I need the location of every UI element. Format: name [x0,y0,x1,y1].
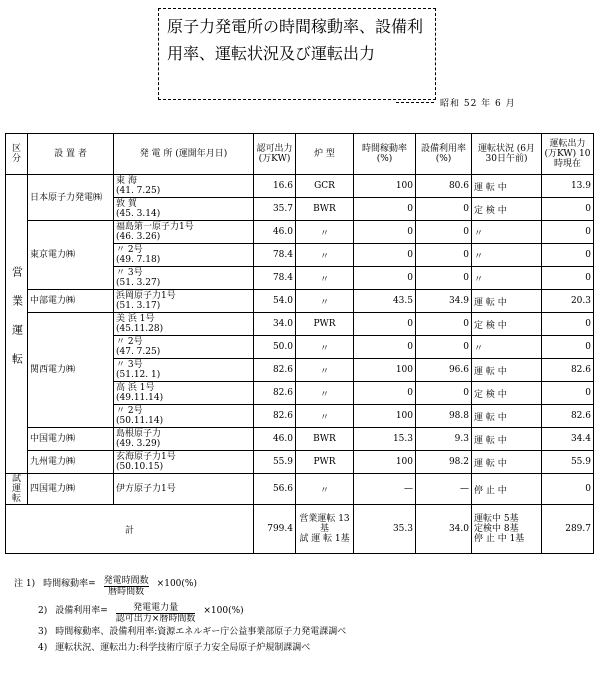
status-cell: 運 転 中 [472,405,542,428]
capacity-cell: 56.6 [254,474,296,505]
table-row [6,313,594,336]
time-rate-cell: 15.3 [354,428,416,451]
reactor-cell: 〃 [296,267,354,290]
status-cell: 定 検 中 [472,313,542,336]
output-cell: 0 [542,244,594,267]
status-cell: 停 止 中 [472,474,542,505]
status-cell: 〃 [472,336,542,359]
reactor-cell: GCR [296,175,354,198]
note-1-numerator: 発電時間数 [103,576,149,586]
table-row [6,175,594,198]
plant-cell: 〃 2号 (47. 7.25) [114,336,254,359]
header-plant: 発 電 所 (運開年月日) [114,134,254,175]
company-cell: 日本原子力発電㈱ [28,175,114,221]
company-cell: 中国電力㈱ [28,428,114,451]
data-table [5,133,594,554]
company-cell: 九州電力㈱ [28,451,114,474]
util-rate-cell: — [416,474,472,505]
total-row [6,505,594,554]
time-rate-cell: 100 [354,359,416,382]
note-2-text: 設備利用率= [55,606,108,616]
util-rate-cell: 0 [416,313,472,336]
note-1 [14,576,346,597]
reactor-cell: BWR [296,198,354,221]
header-util-rate: 設備利用率 (%) [416,134,472,175]
header-company: 設 置 者 [28,134,114,175]
output-cell: 13.9 [542,175,594,198]
status-cell: 定 検 中 [472,382,542,405]
time-rate-cell: 0 [354,313,416,336]
plant-cell: 玄海原子力1号 (50.10.15) [114,451,254,474]
note-3-label: 3) [38,627,48,637]
util-rate-cell: 0 [416,221,472,244]
status-cell: 〃 [472,244,542,267]
output-cell: 82.6 [542,405,594,428]
capacity-cell: 46.0 [254,428,296,451]
status-cell: 運 転 中 [472,428,542,451]
plant-cell: 美 浜 1号 (45.11.28) [114,313,254,336]
status-cell: 運 転 中 [472,290,542,313]
total-time-rate: 35.3 [354,505,416,554]
time-rate-cell: 0 [354,221,416,244]
output-cell: 0 [542,382,594,405]
time-rate-cell: 0 [354,198,416,221]
note-2-numerator: 発電電力量 [116,603,196,614]
capacity-cell: 78.4 [254,267,296,290]
status-cell: 〃 [472,221,542,244]
table-row [6,428,594,451]
output-cell: 55.9 [542,451,594,474]
capacity-cell: 34.0 [254,313,296,336]
total-status: 運転中 5基 定検中 8基 停 止 中 1基 [472,505,542,554]
status-cell: 運 転 中 [472,359,542,382]
header-time-rate: 時間稼動率 (%) [354,134,416,175]
output-cell: 34.4 [542,428,594,451]
output-cell: 0 [542,313,594,336]
time-rate-cell: — [354,474,416,505]
time-rate-cell: 43.5 [354,290,416,313]
output-cell: 0 [542,336,594,359]
table-row [6,474,594,505]
util-rate-cell: 96.6 [416,359,472,382]
note-2-fraction [116,603,196,624]
status-cell: 運 転 中 [472,451,542,474]
company-cell: 関西電力㈱ [28,313,114,428]
table-row [6,221,594,244]
company-cell: 四国電力㈱ [28,474,114,505]
plant-cell: 高 浜 1号 (49.11.14) [114,382,254,405]
time-rate-cell: 100 [354,405,416,428]
reactor-cell: PWR [296,451,354,474]
capacity-cell: 78.4 [254,244,296,267]
output-cell: 0 [542,267,594,290]
time-rate-cell: 0 [354,244,416,267]
capacity-cell: 55.9 [254,451,296,474]
total-capacity: 799.4 [254,505,296,554]
plant-cell: 浜岡原子力1号 (51. 3.17) [114,290,254,313]
plant-cell: 〃 3号 (51.12. 1) [114,359,254,382]
note-2-tail: ×100(%) [203,606,244,616]
header-status: 運転状況 (6月30日午前) [472,134,542,175]
date: 昭和 52 年 6 月 [440,96,516,109]
reactor-cell: 〃 [296,474,354,505]
capacity-cell: 35.7 [254,198,296,221]
util-rate-cell: 98.8 [416,405,472,428]
header-division: 区分 [6,134,28,175]
capacity-cell: 54.0 [254,290,296,313]
reactor-cell: 〃 [296,382,354,405]
plant-cell: 敦 賀 (45. 3.14) [114,198,254,221]
output-cell: 82.6 [542,359,594,382]
document-title: 原子力発電所の時間稼動率、設備利用率、運転状況及び運転出力 [167,17,424,63]
note-2-denominator: 認可出力×暦時間数 [115,614,196,624]
output-cell: 0 [542,221,594,244]
note-3 [14,624,346,640]
time-rate-cell: 100 [354,175,416,198]
header-capacity: 認可出力 (万KW) [254,134,296,175]
status-cell: 定 検 中 [472,198,542,221]
note-3-text: 時間稼動率、設備利用率:資源エネルギー庁公益事業部原子力発電課調べ [55,627,347,637]
time-rate-cell: 0 [354,336,416,359]
reactor-cell: 〃 [296,290,354,313]
util-rate-cell: 0 [416,336,472,359]
status-cell: 〃 [472,267,542,290]
capacity-cell: 16.6 [254,175,296,198]
company-cell: 東京電力㈱ [28,221,114,290]
capacity-cell: 82.6 [254,382,296,405]
total-output: 289.7 [542,505,594,554]
util-rate-cell: 80.6 [416,175,472,198]
time-rate-cell: 0 [354,382,416,405]
header-output: 運転出力 (万KW) 10時現在 [542,134,594,175]
note-2 [14,603,346,624]
division-trial: 試運転 [6,474,28,505]
total-reactor: 営業運転 13基 試 運 転 1基 [296,505,354,554]
plant-cell: 伊方原子力1号 [114,474,254,505]
output-cell: 0 [542,474,594,505]
title-box [158,8,436,100]
capacity-cell: 82.6 [254,359,296,382]
util-rate-cell: 0 [416,382,472,405]
reactor-cell: 〃 [296,336,354,359]
note-1-text: 時間稼動率= [43,579,96,589]
plant-cell: 〃 2号 (50.11.14) [114,405,254,428]
plant-cell: 島根原子力 (49. 3.29) [114,428,254,451]
note-1-label: 注 1) [14,579,36,589]
output-cell: 20.3 [542,290,594,313]
total-util-rate: 34.0 [416,505,472,554]
util-rate-cell: 9.3 [416,428,472,451]
util-rate-cell: 98.2 [416,451,472,474]
plant-cell: 福島第一原子力1号 (46. 3.26) [114,221,254,244]
plant-cell: 〃 2号 (49. 7.18) [114,244,254,267]
plant-cell: 〃 3号 (51. 3.27) [114,267,254,290]
note-4-label: 4) [38,643,48,653]
reactor-cell: BWR [296,428,354,451]
note-4 [14,640,346,656]
time-rate-cell: 0 [354,267,416,290]
note-1-fraction [104,576,149,597]
company-cell: 中部電力㈱ [28,290,114,313]
status-cell: 運 転 中 [472,175,542,198]
reactor-cell: 〃 [296,359,354,382]
util-rate-cell: 0 [416,244,472,267]
plant-cell: 東 海 (41. 7.25) [114,175,254,198]
util-rate-cell: 34.9 [416,290,472,313]
notes [14,576,346,656]
util-rate-cell: 0 [416,267,472,290]
reactor-cell: 〃 [296,405,354,428]
table-row [6,290,594,313]
util-rate-cell: 0 [416,198,472,221]
note-4-text: 運転状況、運転出力:科学技術庁原子力安全局原子炉規制課調べ [55,643,311,653]
header-row [6,134,594,175]
note-2-label: 2) [38,606,48,616]
table-row [6,451,594,474]
division-operating: 営業運転 [6,175,28,474]
time-rate-cell: 100 [354,451,416,474]
total-label: 計 [6,505,254,554]
capacity-cell: 82.6 [254,405,296,428]
reactor-cell: 〃 [296,244,354,267]
capacity-cell: 50.0 [254,336,296,359]
header-reactor: 炉 型 [296,134,354,175]
capacity-cell: 46.0 [254,221,296,244]
reactor-cell: PWR [296,313,354,336]
reactor-cell: 〃 [296,221,354,244]
output-cell: 0 [542,198,594,221]
note-1-tail: ×100(%) [156,579,197,589]
note-1-denominator: 暦時間数 [108,587,145,597]
